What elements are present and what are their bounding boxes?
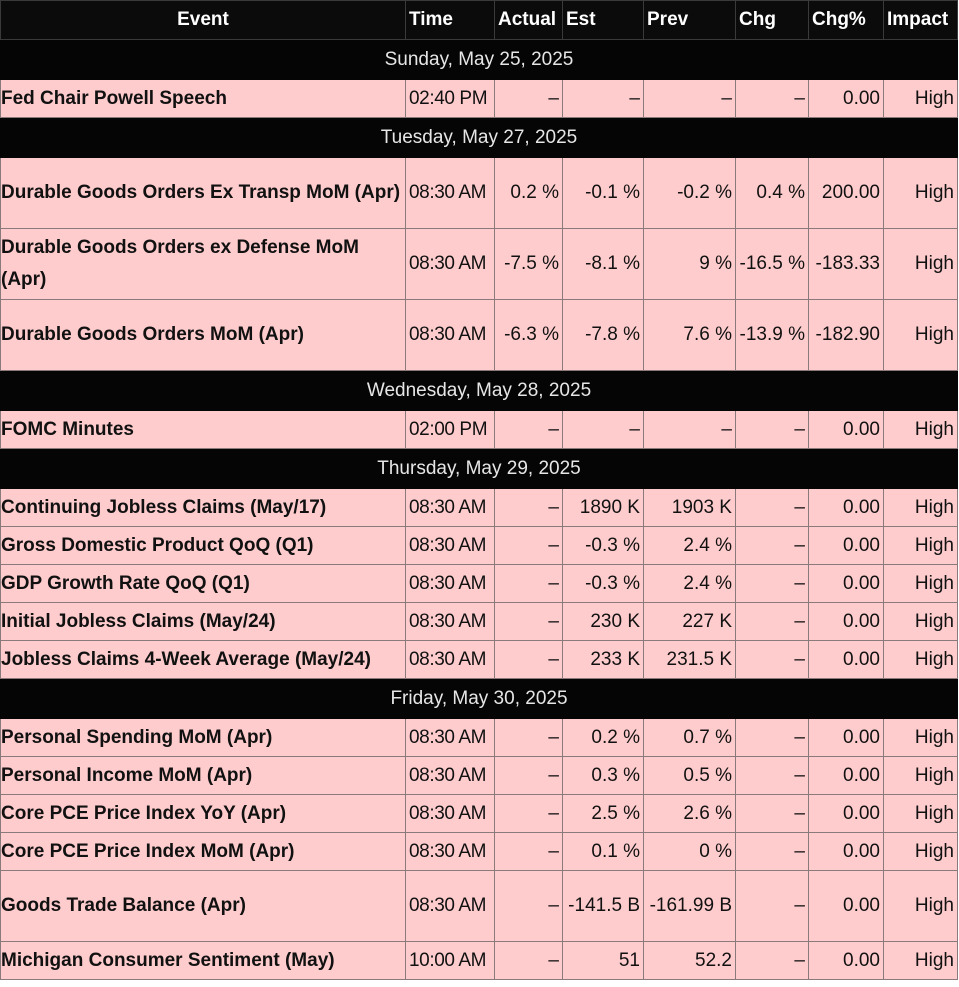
event-row[interactable] [1,80,958,118]
event-impact: High [884,80,958,118]
event-row[interactable] [1,411,958,449]
day-date-label: Wednesday, May 28, 2025 [1,371,958,411]
event-chg-percent: 0.00 [809,795,884,833]
day-header-row [1,449,958,489]
event-name: Core PCE Price Index YoY (Apr) [1,795,406,833]
event-chg-percent: 0.00 [809,871,884,942]
event-chg-percent: 0.00 [809,942,884,980]
day-header-row [1,371,958,411]
event-est: -0.3 % [563,527,644,565]
column-header-actual[interactable]: Actual [495,1,563,40]
event-impact: High [884,757,958,795]
event-chg-percent: 0.00 [809,489,884,527]
event-est: – [563,80,644,118]
event-time: 02:00 PM [406,411,495,449]
event-actual: – [495,795,563,833]
event-est: -141.5 B [563,871,644,942]
event-est: -7.8 % [563,300,644,371]
event-prev: 0.5 % [644,757,736,795]
event-actual: -7.5 % [495,229,563,300]
event-time: 08:30 AM [406,489,495,527]
event-actual: – [495,603,563,641]
event-chg-percent: 0.00 [809,641,884,679]
event-prev: 9 % [644,229,736,300]
event-prev: – [644,80,736,118]
event-row[interactable] [1,489,958,527]
event-actual: – [495,565,563,603]
event-name: Core PCE Price Index MoM (Apr) [1,833,406,871]
event-prev: 2.6 % [644,795,736,833]
event-est: 0.1 % [563,833,644,871]
event-prev: 231.5 K [644,641,736,679]
event-prev: 2.4 % [644,527,736,565]
event-actual: – [495,80,563,118]
event-time: 08:30 AM [406,719,495,757]
event-time: 08:30 AM [406,603,495,641]
event-chg: – [736,565,809,603]
event-time: 08:30 AM [406,757,495,795]
event-chg-percent: -183.33 [809,229,884,300]
event-impact: High [884,641,958,679]
event-chg-percent: 0.00 [809,757,884,795]
event-chg-percent: 0.00 [809,411,884,449]
column-header-prev[interactable]: Prev [644,1,736,40]
column-header-chg[interactable]: Chg [736,1,809,40]
event-est: 233 K [563,641,644,679]
event-prev: 1903 K [644,489,736,527]
event-actual: – [495,641,563,679]
day-date-label: Tuesday, May 27, 2025 [1,118,958,158]
event-chg: – [736,80,809,118]
event-name: Personal Income MoM (Apr) [1,757,406,795]
event-actual: – [495,942,563,980]
event-row[interactable] [1,942,958,980]
event-time: 08:30 AM [406,833,495,871]
event-chg-percent: -182.90 [809,300,884,371]
column-header-event[interactable]: Event [1,1,406,40]
event-chg: 0.4 % [736,158,809,229]
event-name: Durable Goods Orders Ex Transp MoM (Apr) [1,158,406,229]
event-chg-percent: 0.00 [809,527,884,565]
event-row[interactable] [1,719,958,757]
event-time: 08:30 AM [406,871,495,942]
event-chg: – [736,757,809,795]
event-row[interactable] [1,871,958,942]
event-chg: – [736,942,809,980]
event-time: 08:30 AM [406,565,495,603]
event-row[interactable] [1,565,958,603]
event-impact: High [884,833,958,871]
event-prev: -161.99 B [644,871,736,942]
event-row[interactable] [1,757,958,795]
event-impact: High [884,942,958,980]
event-impact: High [884,871,958,942]
event-impact: High [884,158,958,229]
event-time: 08:30 AM [406,158,495,229]
event-row[interactable] [1,158,958,229]
event-est: 230 K [563,603,644,641]
event-prev: 0 % [644,833,736,871]
table-header [1,1,958,40]
event-name: Fed Chair Powell Speech [1,80,406,118]
header-row [1,1,958,40]
day-header-row [1,40,958,80]
event-est: -0.3 % [563,565,644,603]
table-body [1,40,958,980]
event-est: 1890 K [563,489,644,527]
event-impact: High [884,527,958,565]
event-name: Michigan Consumer Sentiment (May) [1,942,406,980]
event-row[interactable] [1,603,958,641]
event-time: 02:40 PM [406,80,495,118]
column-header-chg-percent[interactable]: Chg% [809,1,884,40]
event-chg: – [736,871,809,942]
event-row[interactable] [1,300,958,371]
event-name: GDP Growth Rate QoQ (Q1) [1,565,406,603]
event-impact: High [884,795,958,833]
event-chg-percent: 0.00 [809,719,884,757]
event-row[interactable] [1,795,958,833]
event-name: Durable Goods Orders MoM (Apr) [1,300,406,371]
event-impact: High [884,300,958,371]
event-prev: – [644,411,736,449]
event-est: 0.3 % [563,757,644,795]
event-est: 51 [563,942,644,980]
event-impact: High [884,229,958,300]
event-prev: 227 K [644,603,736,641]
event-chg: – [736,411,809,449]
event-prev: 0.7 % [644,719,736,757]
event-chg: – [736,833,809,871]
day-header-row [1,118,958,158]
event-actual: – [495,719,563,757]
event-name: Continuing Jobless Claims (May/17) [1,489,406,527]
event-chg: -13.9 % [736,300,809,371]
event-chg: – [736,795,809,833]
event-name: Durable Goods Orders ex Defense MoM (Apr) [1,229,406,300]
event-chg-percent: 0.00 [809,80,884,118]
event-actual: -6.3 % [495,300,563,371]
event-est: -0.1 % [563,158,644,229]
day-date-label: Friday, May 30, 2025 [1,679,958,719]
event-row[interactable] [1,527,958,565]
event-impact: High [884,411,958,449]
event-chg-percent: 0.00 [809,603,884,641]
event-prev: -0.2 % [644,158,736,229]
event-chg: – [736,719,809,757]
event-name: Jobless Claims 4-Week Average (May/24) [1,641,406,679]
event-actual: – [495,527,563,565]
event-impact: High [884,489,958,527]
event-name: Gross Domestic Product QoQ (Q1) [1,527,406,565]
column-header-est[interactable]: Est [563,1,644,40]
event-row[interactable] [1,229,958,300]
column-header-time[interactable]: Time [406,1,495,40]
event-time: 08:30 AM [406,229,495,300]
event-chg: -16.5 % [736,229,809,300]
event-prev: 2.4 % [644,565,736,603]
event-actual: – [495,411,563,449]
event-est: 2.5 % [563,795,644,833]
event-actual: 0.2 % [495,158,563,229]
event-chg-percent: 0.00 [809,833,884,871]
event-name: Initial Jobless Claims (May/24) [1,603,406,641]
event-impact: High [884,565,958,603]
event-chg: – [736,603,809,641]
day-date-label: Sunday, May 25, 2025 [1,40,958,80]
event-time: 08:30 AM [406,527,495,565]
event-actual: – [495,833,563,871]
event-prev: 7.6 % [644,300,736,371]
event-chg: – [736,527,809,565]
event-time: 10:00 AM [406,942,495,980]
day-date-label: Thursday, May 29, 2025 [1,449,958,489]
event-chg-percent: 200.00 [809,158,884,229]
column-header-impact[interactable]: Impact [884,1,958,40]
event-row[interactable] [1,833,958,871]
event-chg-percent: 0.00 [809,565,884,603]
event-prev: 52.2 [644,942,736,980]
event-chg: – [736,641,809,679]
event-est: -8.1 % [563,229,644,300]
event-actual: – [495,757,563,795]
event-time: 08:30 AM [406,641,495,679]
event-est: – [563,411,644,449]
event-time: 08:30 AM [406,300,495,371]
event-name: Personal Spending MoM (Apr) [1,719,406,757]
day-header-row [1,679,958,719]
event-impact: High [884,603,958,641]
event-chg: – [736,489,809,527]
event-time: 08:30 AM [406,795,495,833]
event-name: FOMC Minutes [1,411,406,449]
event-actual: – [495,871,563,942]
event-impact: High [884,719,958,757]
event-actual: – [495,489,563,527]
event-est: 0.2 % [563,719,644,757]
event-name: Goods Trade Balance (Apr) [1,871,406,942]
event-row[interactable] [1,641,958,679]
